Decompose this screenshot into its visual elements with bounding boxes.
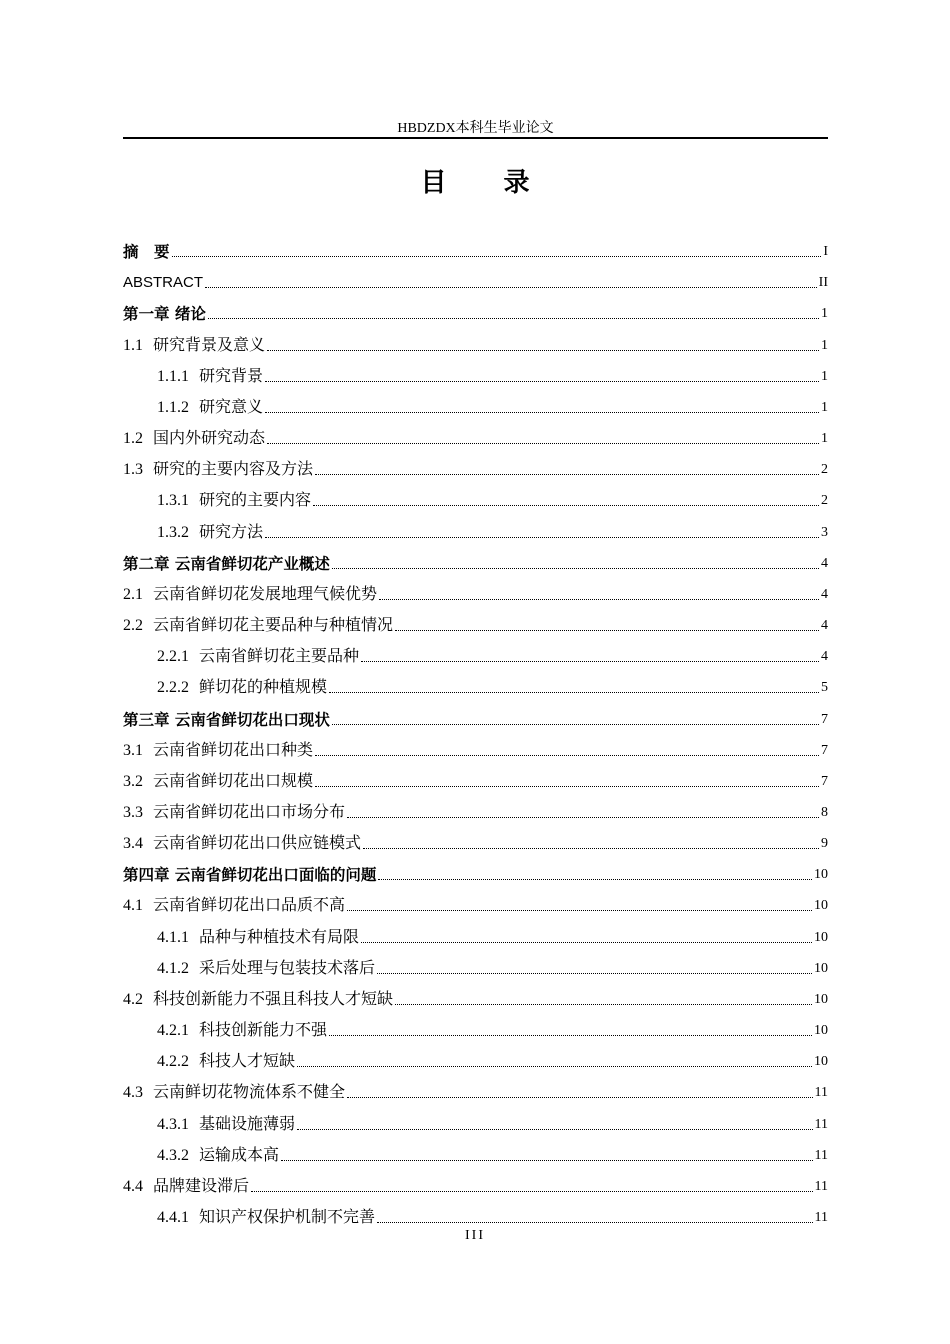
toc-entry-number: 1.3.2 bbox=[157, 523, 189, 541]
toc-entry-label bbox=[157, 1113, 295, 1137]
toc-entry-number: 4.2.1 bbox=[157, 1022, 189, 1040]
toc-entry[interactable] bbox=[123, 1043, 828, 1074]
dot-leader bbox=[251, 1191, 813, 1192]
dot-leader bbox=[361, 661, 819, 662]
toc-entry[interactable] bbox=[123, 233, 828, 264]
toc-entry[interactable] bbox=[123, 389, 828, 420]
toc-entry-page: 11 bbox=[814, 1085, 828, 1101]
toc-entry-text: 云南省鲜切花主要品种 bbox=[199, 648, 360, 666]
dot-leader bbox=[347, 910, 812, 911]
toc-entry[interactable] bbox=[123, 794, 828, 825]
toc-entry-number: 1.1 bbox=[123, 336, 143, 354]
dot-leader bbox=[332, 724, 819, 725]
dot-leader bbox=[379, 599, 819, 600]
toc-entry[interactable] bbox=[123, 887, 828, 918]
toc-entry-text: 研究背景及意义 bbox=[153, 336, 266, 354]
toc-entry-number: 4.3.1 bbox=[157, 1115, 189, 1133]
toc-entry-number: 1.3.1 bbox=[157, 492, 189, 510]
toc-entry-label bbox=[123, 770, 313, 794]
toc-entry-page: 10 bbox=[814, 991, 828, 1007]
toc-entry-page: 10 bbox=[814, 898, 828, 914]
dot-leader bbox=[377, 973, 812, 974]
toc-entry-number: 1.1.1 bbox=[157, 367, 189, 385]
toc-entry-text: 品牌建设滞后 bbox=[153, 1177, 250, 1195]
toc-entry[interactable] bbox=[123, 451, 828, 482]
toc-entry[interactable] bbox=[123, 638, 828, 669]
dot-leader bbox=[267, 350, 819, 351]
toc-entry-label bbox=[157, 676, 327, 700]
dot-leader bbox=[313, 505, 819, 506]
toc-entry-text: 知识产权保护机制不完善 bbox=[199, 1209, 376, 1226]
toc-entry-number: 2.2.1 bbox=[157, 648, 189, 666]
toc-entry-text: 第一章 绪论 bbox=[123, 305, 206, 324]
table-of-contents bbox=[123, 233, 828, 1230]
toc-entry-text: 研究背景 bbox=[199, 367, 264, 385]
toc-entry[interactable] bbox=[123, 607, 828, 638]
dot-leader bbox=[377, 1222, 813, 1223]
toc-entry-page: 7 bbox=[821, 742, 828, 758]
toc-entry-page: 7 bbox=[821, 773, 828, 789]
toc-entry-text: 研究方法 bbox=[199, 523, 264, 541]
dot-leader bbox=[329, 1035, 812, 1036]
dot-leader bbox=[315, 474, 819, 475]
toc-entry-label bbox=[123, 1081, 345, 1105]
toc-entry-label bbox=[157, 365, 263, 389]
toc-entry-label bbox=[123, 271, 203, 295]
toc-entry-label bbox=[123, 832, 361, 856]
toc-entry-label bbox=[123, 552, 330, 576]
toc-entry-page: 2 bbox=[821, 493, 828, 509]
toc-entry-number: 4.2.2 bbox=[157, 1053, 189, 1071]
toc-entry-label bbox=[123, 1175, 249, 1199]
toc-entry-label bbox=[157, 1206, 375, 1230]
toc-entry-label bbox=[123, 458, 313, 482]
toc-entry-label bbox=[157, 489, 311, 513]
toc-entry-page: 1 bbox=[821, 306, 828, 322]
toc-entry-label bbox=[123, 427, 265, 451]
toc-entry-label bbox=[157, 1050, 295, 1074]
dot-leader bbox=[332, 568, 819, 569]
toc-entry-page: 10 bbox=[814, 1054, 828, 1070]
dot-leader bbox=[347, 1097, 813, 1098]
toc-entry-number: 3.2 bbox=[123, 772, 143, 790]
toc-entry-page: 9 bbox=[821, 836, 828, 852]
toc-entry-label bbox=[123, 334, 265, 358]
toc-entry-number: 2.1 bbox=[123, 585, 143, 603]
toc-entry-label bbox=[157, 957, 375, 981]
toc-entry-text: 云南省鲜切花发展地理气候优势 bbox=[153, 585, 378, 603]
toc-entry-page: 2 bbox=[821, 462, 828, 478]
toc-entry-text: 研究的主要内容 bbox=[199, 492, 312, 510]
toc-entry-text: ABSTRACT bbox=[123, 274, 204, 292]
toc-entry-page: 8 bbox=[821, 804, 828, 820]
toc-entry-text: 云南省鲜切花出口品质不高 bbox=[153, 897, 346, 915]
dot-leader bbox=[395, 630, 819, 631]
toc-entry[interactable] bbox=[123, 950, 828, 981]
toc-entry-page: 1 bbox=[821, 368, 828, 384]
toc-entry-text: 科技创新能力不强且科技人才短缺 bbox=[153, 990, 394, 1008]
toc-entry-number: 4.4 bbox=[123, 1177, 143, 1195]
running-header: HBDZDX本科生毕业论文 bbox=[397, 121, 554, 136]
toc-entry-label bbox=[157, 1144, 279, 1168]
toc-entry-number: 4.2 bbox=[123, 990, 143, 1008]
toc-entry-number: 1.3 bbox=[123, 461, 143, 479]
toc-entry-number: 4.1.2 bbox=[157, 959, 189, 977]
toc-entry-page: 10 bbox=[814, 960, 828, 976]
toc-entry-text: 采后处理与包装技术落后 bbox=[199, 959, 376, 977]
toc-entry-number: 3.3 bbox=[123, 803, 143, 821]
toc-entry[interactable] bbox=[123, 513, 828, 544]
toc-entry-text: 云南省鲜切花出口供应链模式 bbox=[153, 835, 362, 853]
toc-entry-number: 4.1 bbox=[123, 897, 143, 915]
toc-entry-text: 云南省鲜切花出口市场分布 bbox=[153, 803, 346, 821]
toc-entry-text: 基础设施薄弱 bbox=[199, 1115, 296, 1133]
toc-entry[interactable] bbox=[123, 295, 828, 326]
toc-entry[interactable] bbox=[123, 825, 828, 856]
toc-entry-label bbox=[123, 240, 170, 264]
toc-entry[interactable] bbox=[123, 763, 828, 794]
toc-entry[interactable] bbox=[123, 482, 828, 513]
dot-leader bbox=[281, 1160, 813, 1161]
toc-entry[interactable] bbox=[123, 1137, 828, 1168]
dot-leader bbox=[395, 1004, 812, 1005]
toc-entry-text: 研究意义 bbox=[199, 398, 264, 416]
toc-entry-label bbox=[123, 863, 376, 887]
toc-entry-text: 科技人才短缺 bbox=[199, 1053, 296, 1071]
toc-entry-label bbox=[123, 708, 330, 732]
dot-leader bbox=[265, 381, 819, 382]
toc-entry-number: 4.1.1 bbox=[157, 928, 189, 946]
toc-entry-text: 第四章 云南省鲜切花出口面临的问题 bbox=[123, 866, 377, 885]
toc-entry-number: 1.1.2 bbox=[157, 398, 189, 416]
toc-entry-page: 10 bbox=[814, 929, 828, 945]
dot-leader bbox=[205, 287, 817, 288]
toc-entry-text: 研究的主要内容及方法 bbox=[153, 461, 314, 479]
toc-entry-number: 2.2.2 bbox=[157, 679, 189, 697]
dot-leader bbox=[363, 848, 819, 849]
toc-entry-page: 1 bbox=[821, 337, 828, 353]
page-number: III bbox=[465, 1228, 485, 1243]
toc-entry-text: 云南鲜切花物流体系不健全 bbox=[153, 1084, 346, 1102]
toc-entry-label bbox=[157, 1019, 327, 1043]
toc-entry-label bbox=[157, 645, 359, 669]
toc-entry-label bbox=[123, 988, 393, 1012]
dot-leader bbox=[265, 537, 819, 538]
dot-leader bbox=[297, 1066, 812, 1067]
toc-entry-label bbox=[123, 614, 393, 638]
toc-entry[interactable] bbox=[123, 700, 828, 731]
toc-entry-text: 第二章 云南省鲜切花产业概述 bbox=[123, 554, 330, 573]
toc-entry-label bbox=[123, 894, 345, 918]
toc-entry[interactable] bbox=[123, 918, 828, 949]
header-rule bbox=[123, 137, 828, 139]
toc-entry[interactable] bbox=[123, 264, 828, 295]
toc-entry[interactable] bbox=[123, 358, 828, 389]
toc-entry-page: 4 bbox=[821, 649, 828, 665]
toc-entry-page: 11 bbox=[814, 1116, 828, 1132]
toc-entry-number: 4.3 bbox=[123, 1084, 143, 1102]
toc-entry[interactable] bbox=[123, 1105, 828, 1136]
toc-entry-label bbox=[157, 926, 359, 950]
toc-entry-page: 11 bbox=[814, 1178, 828, 1194]
toc-entry-text: 科技创新能力不强 bbox=[199, 1022, 328, 1040]
toc-entry-label bbox=[123, 302, 206, 326]
toc-entry-page: 1 bbox=[821, 431, 828, 447]
toc-entry-number: 3.1 bbox=[123, 741, 143, 759]
toc-entry-text: 品种与种植技术有局限 bbox=[199, 928, 360, 946]
toc-entry[interactable] bbox=[123, 856, 828, 887]
dot-leader bbox=[329, 692, 819, 693]
toc-entry-page: 10 bbox=[814, 867, 828, 883]
toc-entry[interactable] bbox=[123, 576, 828, 607]
toc-entry-text: 云南省鲜切花出口种类 bbox=[153, 741, 314, 759]
toc-entry-page: 3 bbox=[821, 524, 828, 540]
toc-entry[interactable] bbox=[123, 732, 828, 763]
toc-entry-number: 4.3.2 bbox=[157, 1146, 189, 1164]
toc-entry-page: 11 bbox=[814, 1147, 828, 1163]
dot-leader bbox=[378, 879, 812, 880]
dot-leader bbox=[315, 755, 819, 756]
toc-entry-label bbox=[157, 396, 263, 420]
toc-entry-text: 国内外研究动态 bbox=[153, 430, 266, 448]
toc-entry-label bbox=[157, 521, 263, 545]
toc-entry[interactable] bbox=[123, 1074, 828, 1105]
toc-entry-label bbox=[123, 801, 345, 825]
toc-entry[interactable] bbox=[123, 981, 828, 1012]
toc-entry[interactable] bbox=[123, 326, 828, 357]
dot-leader bbox=[297, 1129, 813, 1130]
dot-leader bbox=[361, 942, 812, 943]
toc-entry-page: 1 bbox=[821, 399, 828, 415]
toc-entry-text: 第三章 云南省鲜切花出口现状 bbox=[123, 710, 330, 729]
toc-entry-text: 云南省鲜切花主要品种与种植情况 bbox=[153, 617, 394, 635]
toc-entry-page: 10 bbox=[814, 1023, 828, 1039]
dot-leader bbox=[267, 443, 819, 444]
toc-entry-page: 11 bbox=[814, 1210, 828, 1225]
toc-entry-text: 云南省鲜切花出口规模 bbox=[153, 772, 314, 790]
toc-entry-page: 4 bbox=[821, 586, 828, 602]
toc-entry[interactable] bbox=[123, 1168, 828, 1199]
toc-entry-label bbox=[123, 739, 313, 763]
toc-entry-number: 3.4 bbox=[123, 835, 143, 853]
toc-entry-number: 4.4.1 bbox=[157, 1209, 189, 1226]
dot-leader bbox=[347, 817, 819, 818]
toc-entry[interactable] bbox=[123, 545, 828, 576]
dot-leader bbox=[265, 412, 819, 413]
toc-entry[interactable] bbox=[123, 1012, 828, 1043]
toc-entry-page: 4 bbox=[821, 555, 828, 571]
toc-entry-page: 5 bbox=[821, 680, 828, 696]
toc-entry-label bbox=[123, 583, 377, 607]
toc-entry-text: 摘 要 bbox=[123, 243, 170, 262]
dot-leader bbox=[208, 318, 819, 319]
toc-entry-page: I bbox=[823, 244, 828, 260]
toc-entry-text: 运输成本高 bbox=[199, 1146, 280, 1164]
dot-leader bbox=[315, 786, 819, 787]
toc-entry[interactable] bbox=[123, 669, 828, 700]
dot-leader bbox=[172, 256, 822, 257]
toc-entry-page: II bbox=[818, 275, 828, 291]
page-title: 目 录 bbox=[420, 168, 554, 198]
toc-entry-text: 鲜切花的种植规模 bbox=[199, 679, 328, 697]
toc-entry-number: 1.2 bbox=[123, 430, 143, 448]
toc-entry[interactable] bbox=[123, 420, 828, 451]
toc-entry-page: 7 bbox=[821, 711, 828, 727]
toc-entry-page: 4 bbox=[821, 618, 828, 634]
toc-entry-number: 2.2 bbox=[123, 617, 143, 635]
toc-entry[interactable] bbox=[123, 1199, 828, 1230]
